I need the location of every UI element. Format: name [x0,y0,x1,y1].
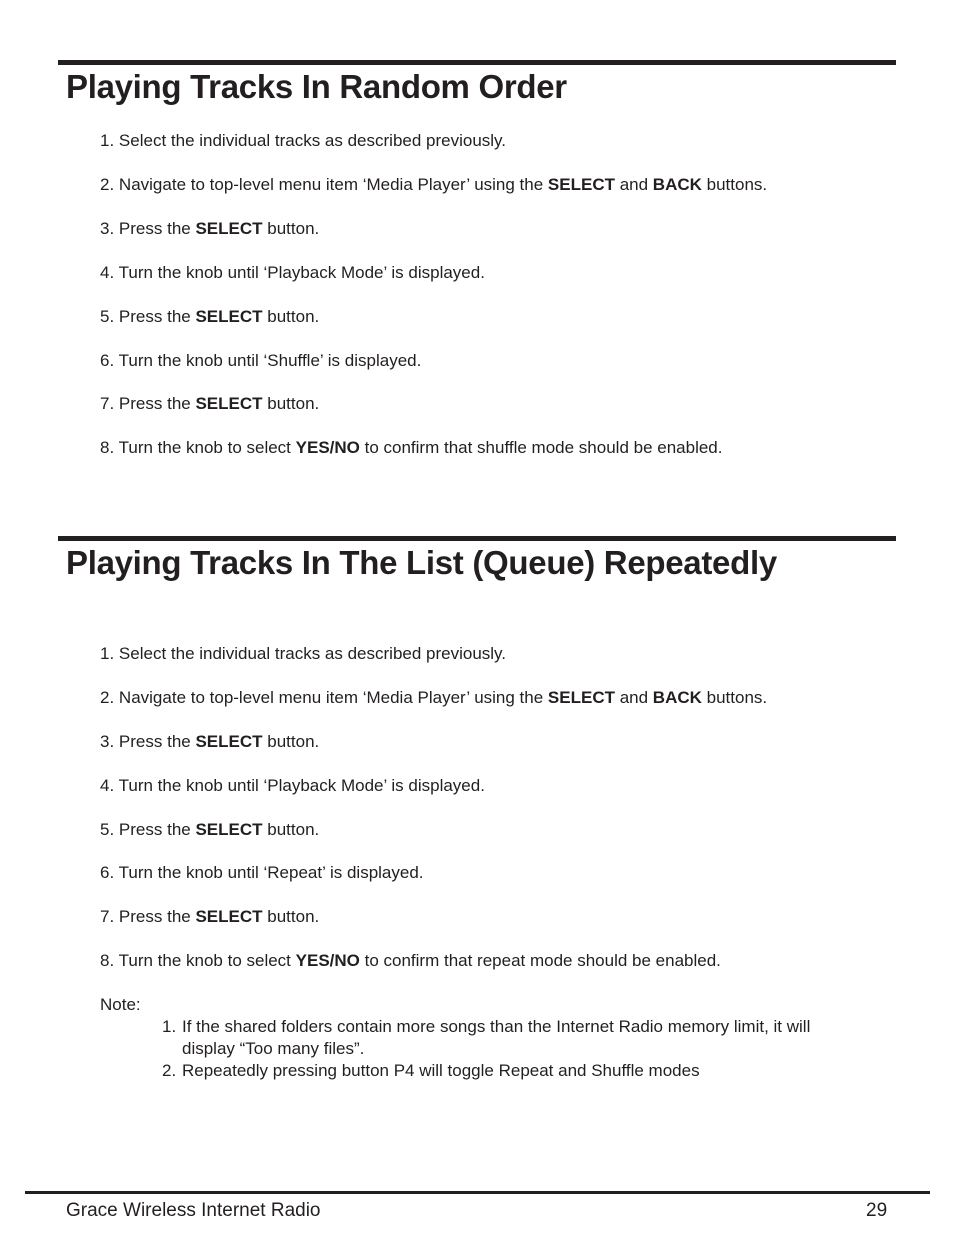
step-6: 6. Turn the knob until ‘Repeat’ is displayed. [100,863,424,882]
note-item: 1. If the shared folders contain more songs than the Internet Radio memory limit, it will display “Too many files”. [162,1017,811,1058]
step-8: 8. Turn the knob to select YES/NO to confirm that repeat mode should be enabled. [100,951,721,970]
step-2: 2. Navigate to top-level menu item ‘Media Player’ using the SELECT and BACK buttons. [100,175,768,194]
step-1: 1. Select the individual tracks as described previously. [100,644,507,663]
step-6: 6. Turn the knob until ‘Shuffle’ is displayed. [100,351,422,370]
note-label: Note: [100,995,141,1014]
step-8: 8. Turn the knob to select YES/NO to confirm that shuffle mode should be enabled. [100,438,723,457]
step-4: 4. Turn the knob until ‘Playback Mode’ is displayed. [100,263,485,282]
step-5: 5. Press the SELECT button. [100,820,320,839]
note-item: 2. Repeatedly pressing button P4 will toggle Repeat and Shuffle modes [162,1061,700,1080]
step-4: 4. Turn the knob until ‘Playback Mode’ is displayed. [100,776,485,795]
page-number: 29 [866,1200,888,1221]
step-5: 5. Press the SELECT button. [100,307,320,326]
note-list [162,1016,852,1082]
footer-rule [25,1191,930,1194]
section-title-repeat: Playing Tracks In The List (Queue) Repeatedly [66,544,777,581]
step-2: 2. Navigate to top-level menu item ‘Media Player’ using the SELECT and BACK buttons. [100,688,768,707]
step-3: 3. Press the SELECT button. [100,732,320,751]
step-7: 7. Press the SELECT button. [100,394,320,413]
step-3: 3. Press the SELECT button. [100,219,320,238]
section-title-random-order: Playing Tracks In Random Order [66,68,567,105]
section-rule-2 [58,536,896,541]
section-rule-1 [58,60,896,65]
step-7: 7. Press the SELECT button. [100,907,320,926]
footer-title: Grace Wireless Internet Radio [66,1200,321,1221]
step-1: 1. Select the individual tracks as described previously. [100,131,507,150]
